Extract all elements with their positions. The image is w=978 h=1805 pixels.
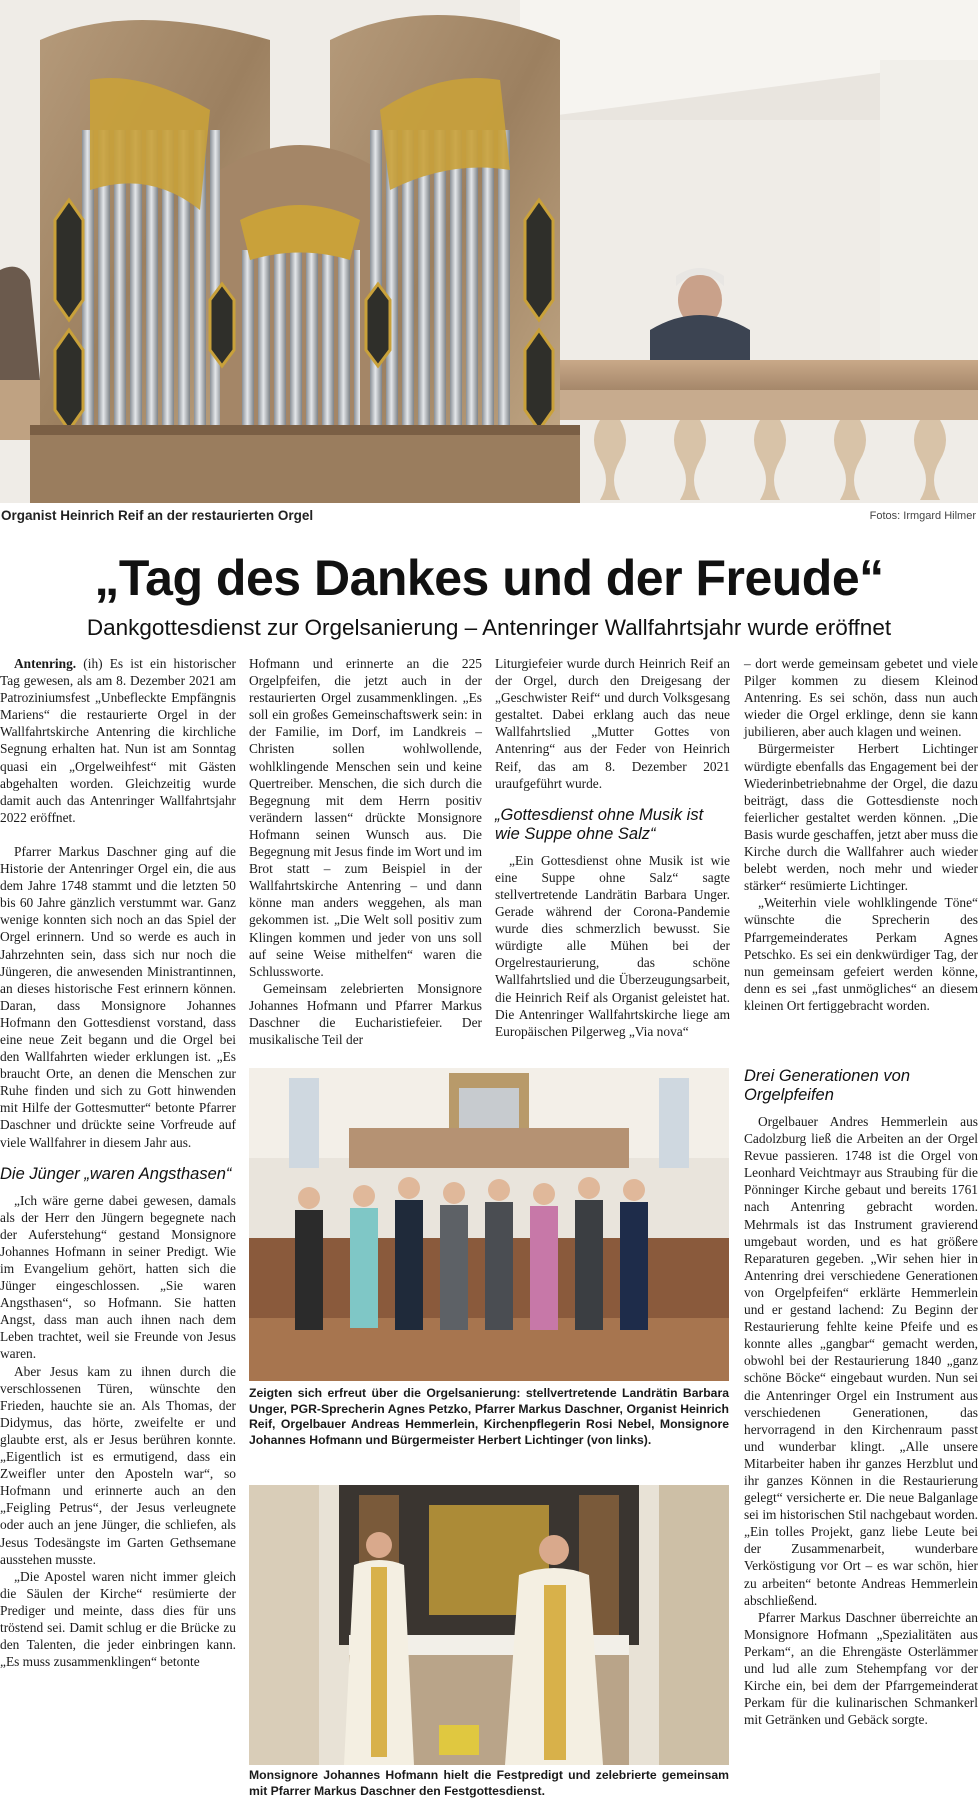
- altar-photo-illustration: [249, 1485, 729, 1765]
- paragraph: Gemeinsam zelebrierten Monsignore Johannes Hofmann und Pfarrer Markus Daschner die Eucharistiefeier. Der musikalische Teil der: [249, 980, 482, 1048]
- group-photo: [249, 1068, 729, 1381]
- paragraph: „Ich wäre gerne dabei gewesen, damals als der Herr den Jüngern begegnete nach der Auferstehung“ gestand Monsignore Johannes Hofmann in seiner Predigt. Wie im Evangelium gehört, hatten sich die Jünger eingeschlossen. „Sie waren Angsthasen“, so Hofmann. Sie hatten Angst, dass man auch ihnen nach dem Leben trachtet, weil sie Freunde von Jesus waren.: [0, 1192, 236, 1362]
- subheading: Drei Generationen von Orgelpfeifen: [744, 1067, 911, 1104]
- hero-caption: Organist Heinrich Reif an der restaurierten Orgel: [1, 508, 314, 523]
- hero-caption-row: [0, 508, 978, 528]
- photo-credit: Fotos: Irmgard Hilmer: [869, 510, 976, 522]
- paragraph: – dort werde gemeinsam gebetet und viele Pilger kommen zu diesem Kleinod Antenring. Es sei schön, dass nun auch wieder die Orgel erklinge, denn sie kann jubilieren, aber auch klagen und weinen.: [744, 656, 978, 740]
- altar-photo-caption: Monsignore Johannes Hofmann hielt die Festpredigt und zelebrierte gemeinsam mit Pfarrer Markus Daschner den Festgottesdienst.: [249, 1768, 729, 1798]
- altar-photo: [249, 1485, 729, 1765]
- paragraph: Pfarrer Markus Daschner ging auf die Historie der Antenringer Orgel ein, die aus dem Jahre 1748 stammt und die letzten 50 bis 60 Jahre gänzlich verstummt war. Ganz wenige konnten sich noch an das Spiel der Orgel erinnern. Und so werde es auch in Jahrzehnten sein, dass sich nur noch die Jüngeren, die anwesenden Ministrantinnen, an dieses historische Fest erinnern können. Daran, dass Monsignore Johannes Hofmann den Gottesdienst vorstand, dass eine neue Zeit begann und die Orgel bei den Wallfahrten wieder erklungen ist. „Es braucht Orte, an denen die Menschen zur Ruhe finden und sich zu Gott hinwenden mit Hilfe der Gottesmutter“ betonte Pfarrer Daschner und drückte seine Vorfreude auf viele Wallfahrer in diesem Jahr aus.: [0, 843, 236, 1150]
- paragraph-text: (ih) Es ist ein historischer Tag gewesen, als am 8. Dezember 2021 am Patroziniumsfest „Unbefleckte Empfängnis Mariens“ die restaurierte Orgel in der Wallfahrtskirche Antenring die kirchliche Segnung erhalten hat. Nun ist am Sonntag quasi ein „Orgelweihfest“ mit Gästen abgehalten worden. Gleichzeitig wurde damit auch das Antenringer Wallfahrtsjahr 2022 eröffnet.: [0, 656, 236, 825]
- paragraph: Bürgermeister Herbert Lichtinger würdigte ebenfalls das Engagement bei der Wiederinbetriebnahme der Orgel, die dazu beiträgt, dass die Gottesdienste noch feierlicher gestaltet werden können. „Die Basis wurde geschaffen, jetzt aber muss die Kirche durch die Wallfahrer auch wieder belebt werden, noch mehr und wieder stärker“ resümierte Lichtinger.: [744, 741, 978, 894]
- article-column-4: [744, 655, 978, 1014]
- article-subheadline: Dankgottesdienst zur Orgelsanierung – Antenringer Wallfahrtsjahr wurde eröffnet: [86, 615, 892, 640]
- subheading: „Gottesdienst ohne Musik ist wie Suppe ohne Salz“: [495, 805, 704, 843]
- article-column-2: [249, 655, 482, 1048]
- paragraph: [0, 655, 236, 826]
- group-photo-illustration: [249, 1068, 729, 1381]
- organ-illustration: [0, 0, 978, 503]
- paragraph: Hofmann und erinnerte an die 225 Orgelpfeifen, die jetzt auch in der restaurierten Orgel zusammenklingen. „Es soll ein großes Gemeinschaftswerk sein: in der Familie, im Dorf, im Landkreis – Christen sollen wohlwollende, wohlklingende Menschen sein und keine Quertreiber. Menschen, die sich durch die Begegnung mit dem Herrn positiv verändern lassen“ drückte Monsignore Hofmann seinen Wunsch aus. Die Begegnung mit Jesus finde im Wort und im Brot statt – zum Beispiel in der Wallfahrtskirche Antenring – und dann könne man anders weggehen, als man gekommen ist. „Die Welt soll positiv zum Klingen kommen und jeder von uns soll auf seine Weise mithelfen“ waren die Schlussworte.: [249, 656, 482, 979]
- article-column-3: [495, 655, 730, 1040]
- paragraph: „Ein Gottesdienst ohne Musik ist wie eine Suppe ohne Salz“ sagte stellvertretende Landrätin Barbara Unger. Gerade während der Corona-Pandemie wurde dies schmerzlich bewusst. Sie würdigte alle Mühen bei der Orgelrestaurierung, das schöne Wallfahrtslied und die Überzeugungsarbeit, die Heinrich Reif als Organist geleistet hat. Die Antenringer Wallfahrtskirche liege am Europäischen Pilgerweg „Via nova“: [495, 852, 730, 1039]
- article-column-4-continued: [744, 1067, 978, 1728]
- paragraph: Liturgiefeier wurde durch Heinrich Reif an der Orgel, durch den Dreigesang der „Geschwister Reif“ und durch Volksgesang gestaltet. Dabei erklang auch das neue Wallfahrtslied „Mutter Gottes von Antenring“ aus der Feder von Heinrich Reif, das am 8. Dezember 2021 uraufgeführt wurde.: [495, 656, 730, 791]
- article-headline: „Tag des Dankes und der Freude“: [94, 550, 884, 606]
- subheading: Die Jünger „waren Angsthasen“: [0, 1164, 232, 1183]
- paragraph: Orgelbauer Andres Hemmerlein aus Cadolzburg ließ die Arbeiten an der Orgel Revue passieren. 1748 ist die Orgel von Leonhard Veichtmayr aus Straubing für die Pönninger Kirche gebaut und bereits 1761 nach Antenring gebracht worden. Mehrmals ist das Instrument gravierend umgebaut worden, und es hat größere Reparaturen gegeben. „Wir sehen hier in Antenring drei verschiedene Generationen von Orgelpfeifen“ erklärte Hemmerlein und er gestand lachend: Zu Beginn der Restaurierung fehlte keine Pfeife und es konnte alles „gangbar“ gemacht werden, obwohl bei der Restaurierung 1840 „ganz schöne Böcke“ eingebaut wurden. Nun sei die Antenringer Orgel ein Instrument aus verschiedenen Generationen, das hervorragend in den Kirchenraum passt und wunderbar klingt. „Alle unsere Mitarbeiter haben ihr ganzes Herzblut und ihr ganzes Können in die Restaurierung gelegt“ versicherte er. Die neue Balganlage sei im historischen Stil nachgebaut worden. „Ein tolles Projekt, ganz liebe Leute bei der Zusammenarbeit, wunderbare Verköstigung vor Ort – es war schön, hier zu arbeiten“ betonte Andreas Hemmerlein abschließend.: [744, 1114, 978, 1608]
- paragraph: Pfarrer Markus Daschner überreichte an Monsignore Hofmann „Spezialitäten aus Perkam“, an die Ehrengäste Osterlämmer und lud alle zum Stehempfang vor der Kirche ein, bei dem der Pfarrgemeinderat Perkam für die kulinarischen Schmankerl mit Getränken und Gebäck sorgte.: [744, 1609, 978, 1728]
- paragraph: „Die Apostel waren nicht immer gleich die Säulen der Kirche“ resümierte der Prediger und meinte, dass dies für uns tröstend sei. Damit schlug er die Brücke zu den Talenten, die jeder einbringen kann. „Es muss zusammenklingen“ betonte: [0, 1568, 236, 1670]
- article-column-1: [0, 655, 236, 1670]
- paragraph: Aber Jesus kam zu ihnen durch die verschlossenen Türen, wünschte den Frieden, hauchte sie an. Als Thomas, der Didymus, das hörte, zweifelte er und glaubte erst, als er Jesus berühren konnte. „Eigentlich ist es ermutigend, dass ein Zweifler unter den Aposteln war“, so Hofmann und erinnerte auch an den „Feigling Petrus“, der Jesus verleugnete oder auch an jene Jünger, die schliefen, als Jesus Todesängste im Garten Gethsemane ausstehen musste.: [0, 1363, 236, 1567]
- paragraph: „Weiterhin viele wohlklingende Töne“ wünschte die Sprecherin des Pfarrgemeinderates Perkam Agnes Petschko. Es sei ein denkwürdiger Tag, der nun gemeinsam gefeiert werden könne, denn es sei „fast unmögliches“ an diesem kleinen Ort fertiggebracht worden.: [744, 895, 978, 1013]
- dateline: Antenring.: [14, 656, 77, 671]
- hero-photo-organ: [0, 0, 978, 503]
- group-photo-caption: Zeigten sich erfreut über die Orgelsanierung: stellvertretende Landrätin Barbara Unger, PGR-Sprecherin Agnes Petzko, Pfarrer Markus Daschner, Organist Heinrich Reif, Orgelbauer Andreas Hemmerlein, Kirchenpflegerin Rosi Nebel, Monsignore Johannes Hofmann und Bürgermeister Herbert Lichtinger (von links).: [249, 1386, 729, 1447]
